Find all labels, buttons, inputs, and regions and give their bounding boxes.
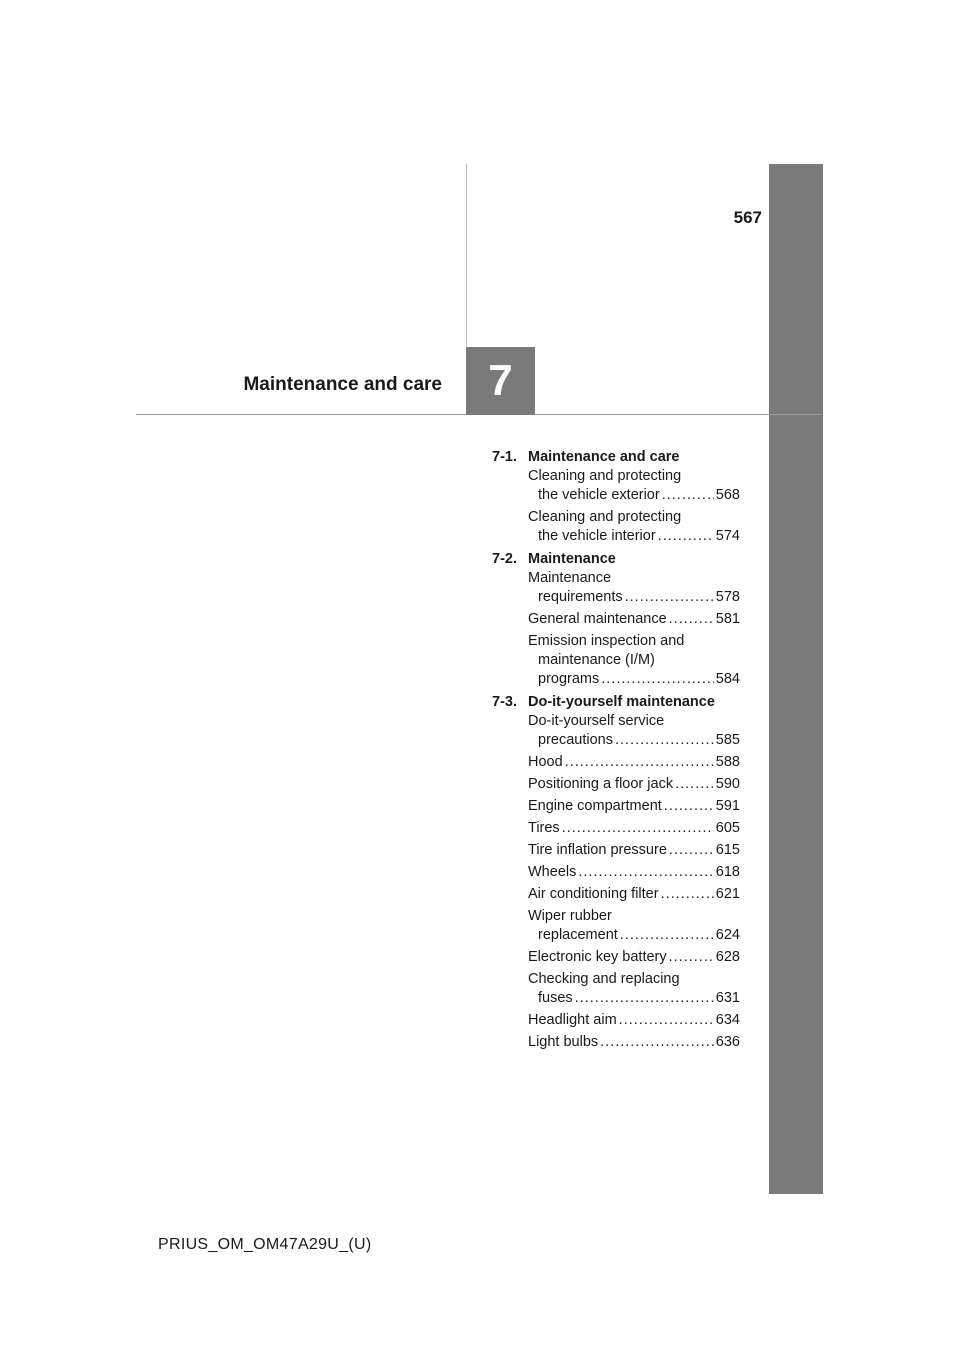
- toc-entry[interactable]: [528, 863, 740, 882]
- dot-leader: [562, 819, 714, 838]
- toc-entry[interactable]: [528, 948, 740, 967]
- entry-title: Tires: [528, 820, 560, 836]
- section-title: Maintenance and care: [528, 449, 680, 465]
- entry-last-line: [528, 885, 740, 904]
- entry-page-number: 634: [715, 1012, 740, 1028]
- entry-text-line: Wiper rubber: [528, 908, 612, 924]
- toc-entry[interactable]: [528, 819, 740, 838]
- toc-entry[interactable]: [528, 467, 740, 505]
- dot-leader: [661, 885, 714, 904]
- entry-last-line: [528, 527, 740, 546]
- toc-entry[interactable]: [528, 970, 740, 1008]
- entry-last-line: [528, 588, 740, 607]
- toc-entry[interactable]: [528, 508, 740, 546]
- entry-page-number: 574: [715, 528, 740, 544]
- dot-leader: [619, 1011, 714, 1030]
- document-id: PRIUS_OM_OM47A29U_(U): [158, 1236, 372, 1253]
- entry-title: the vehicle exterior: [538, 487, 660, 503]
- dot-leader: [600, 1033, 714, 1052]
- entry-title: Electronic key battery: [528, 949, 667, 965]
- entry-title: Tire inflation pressure: [528, 842, 667, 858]
- toc-entry[interactable]: [528, 712, 740, 750]
- section-heading: [492, 448, 740, 467]
- toc-entry[interactable]: [528, 610, 740, 629]
- entry-title: Hood: [528, 754, 563, 770]
- entry-page-number: 605: [715, 820, 740, 836]
- table-of-contents: [492, 448, 740, 1056]
- entry-text-line: Cleaning and protecting: [528, 509, 682, 525]
- entry-last-line: [528, 775, 740, 794]
- entry-text-line: Checking and replacing: [528, 971, 680, 987]
- entry-last-line: [528, 989, 740, 1008]
- entry-title: Air conditioning filter: [528, 886, 659, 902]
- entry-title: Wheels: [528, 864, 577, 880]
- entry-text-line: Cleaning and protecting: [528, 468, 682, 484]
- entry-page-number: 585: [715, 732, 740, 748]
- dot-leader: [578, 863, 713, 882]
- dot-leader: [565, 753, 714, 772]
- entry-page-number: 590: [715, 776, 740, 792]
- entry-title: fuses: [538, 990, 573, 1006]
- chapter-side-tab: [769, 164, 823, 1194]
- entry-text-line: Maintenance: [528, 570, 612, 586]
- dot-leader: [669, 948, 714, 967]
- entry-last-line: [528, 819, 740, 838]
- entry-title: requirements: [538, 589, 623, 605]
- section-title: Do-it-yourself maintenance: [528, 694, 715, 710]
- dot-leader: [669, 610, 714, 629]
- entry-title: Engine compartment: [528, 798, 662, 814]
- entry-last-line: [528, 1033, 740, 1052]
- entry-page-number: 618: [715, 864, 740, 880]
- entry-page-number: 628: [715, 949, 740, 965]
- dot-leader: [575, 989, 714, 1008]
- entry-page-number: 615: [715, 842, 740, 858]
- entry-page-number: 584: [715, 671, 740, 687]
- entry-last-line: [528, 610, 740, 629]
- entry-title: precautions: [538, 732, 613, 748]
- dot-leader: [664, 797, 714, 816]
- chapter-number: 7: [466, 347, 535, 415]
- entry-page-number: 631: [715, 990, 740, 1006]
- dot-leader: [625, 588, 714, 607]
- entry-title: programs: [538, 671, 600, 687]
- section-number: 7-3.: [492, 694, 517, 710]
- section-heading: [492, 550, 740, 569]
- toc-entry[interactable]: [528, 841, 740, 860]
- entry-title: the vehicle interior: [538, 528, 656, 544]
- toc-entry[interactable]: [528, 632, 740, 689]
- entry-last-line: [528, 797, 740, 816]
- entry-last-line: [528, 486, 740, 505]
- entry-page-number: 591: [715, 798, 740, 814]
- entry-page-number: 568: [715, 487, 740, 503]
- entry-last-line: [528, 1011, 740, 1030]
- entry-last-line: [528, 948, 740, 967]
- dot-leader: [620, 926, 714, 945]
- entry-text-line: Emission inspection and: [528, 633, 685, 649]
- dot-leader: [675, 775, 714, 794]
- toc-entry[interactable]: [528, 1033, 740, 1052]
- entry-page-number: 581: [715, 611, 740, 627]
- entry-last-line: [528, 863, 740, 882]
- entry-last-line: [528, 731, 740, 750]
- toc-section: [492, 693, 740, 1052]
- page-number: 567: [733, 208, 762, 227]
- toc-entry[interactable]: [528, 1011, 740, 1030]
- entry-last-line: [528, 753, 740, 772]
- entry-last-line: [528, 841, 740, 860]
- entry-last-line: [528, 926, 740, 945]
- entry-page-number: 588: [715, 754, 740, 770]
- toc-entry[interactable]: [528, 775, 740, 794]
- entry-page-number: 624: [715, 927, 740, 943]
- section-number: 7-2.: [492, 551, 517, 567]
- toc-entry[interactable]: [528, 907, 740, 945]
- section-number: 7-1.: [492, 449, 517, 465]
- vertical-divider: [466, 164, 467, 347]
- toc-entry[interactable]: [528, 797, 740, 816]
- toc-entry[interactable]: [528, 885, 740, 904]
- toc-entry[interactable]: [528, 569, 740, 607]
- entry-text-line: maintenance (I/M): [538, 652, 655, 668]
- entry-title: replacement: [538, 927, 618, 943]
- entry-title: Headlight aim: [528, 1012, 617, 1028]
- toc-section: [492, 448, 740, 546]
- dot-leader: [662, 486, 714, 505]
- toc-entry[interactable]: [528, 753, 740, 772]
- chapter-title: Maintenance and care: [243, 374, 442, 395]
- entry-title: Light bulbs: [528, 1034, 599, 1050]
- entry-title: Positioning a floor jack: [528, 776, 674, 792]
- dot-leader: [615, 731, 714, 750]
- entry-page-number: 578: [715, 589, 740, 605]
- section-heading: [492, 693, 740, 712]
- dot-leader: [669, 841, 714, 860]
- dot-leader: [658, 527, 714, 546]
- entry-title: General maintenance: [528, 611, 667, 627]
- dot-leader: [601, 670, 714, 689]
- entry-text-line: Do-it-yourself service: [528, 713, 665, 729]
- entry-page-number: 636: [715, 1034, 740, 1050]
- entry-page-number: 621: [715, 886, 740, 902]
- toc-section: [492, 550, 740, 689]
- entry-last-line: [528, 670, 740, 689]
- section-title: Maintenance: [528, 551, 616, 567]
